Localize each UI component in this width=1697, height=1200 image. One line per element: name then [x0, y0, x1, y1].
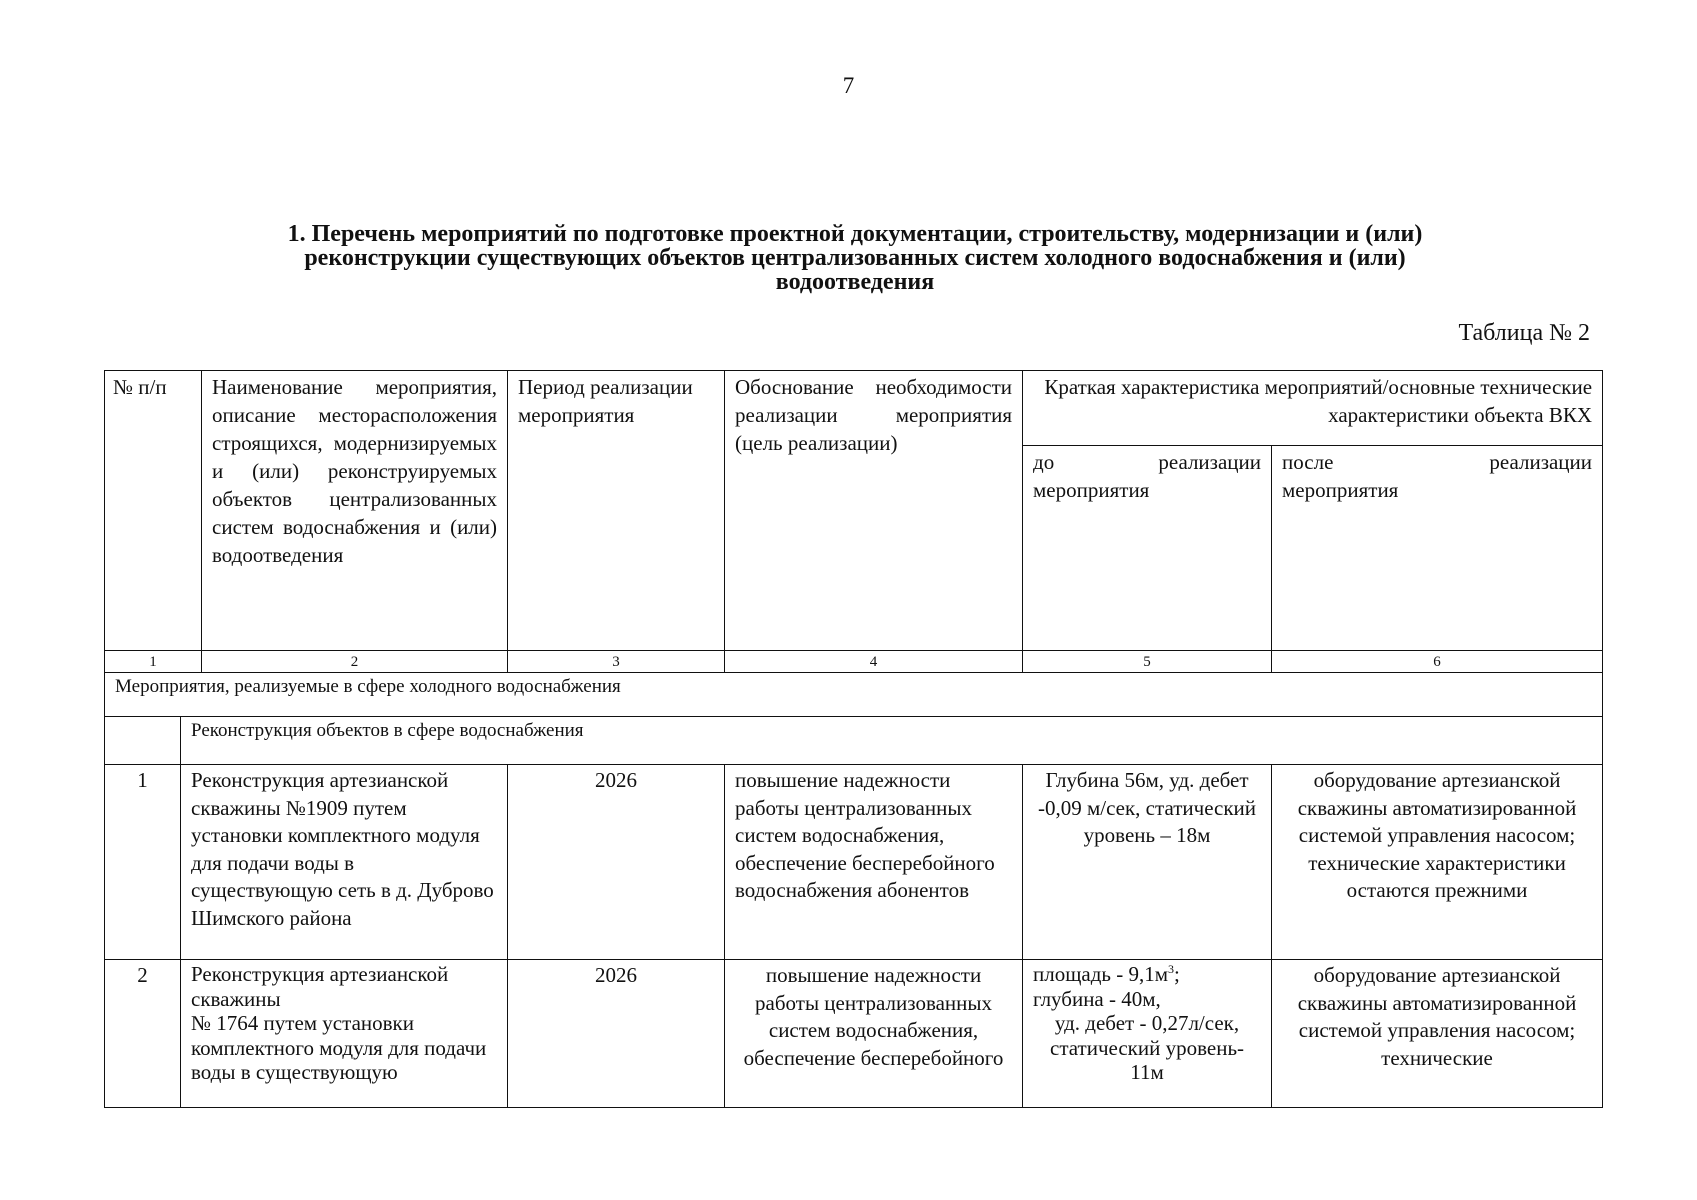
header-word: до	[1033, 450, 1055, 474]
row-name-line: № 1764 путем установки комплектного модуля для подачи воды в существующую	[191, 1011, 487, 1084]
subsection-row	[105, 717, 1603, 765]
header-cell-before	[1023, 446, 1272, 651]
header-cell-characteristics: Краткая характеристика мероприятий/основные технические характеристики объекта ВКХ	[1023, 371, 1603, 446]
header-row	[105, 371, 1603, 446]
header-cell-justification: Обоснование необходимости реализации мероприятия (цель реализации)	[725, 371, 1023, 651]
header-word: реализации	[1158, 450, 1262, 474]
document-title-line: реконструкции существующих объектов централизованных систем холодного водоснабжения и (или)	[304, 245, 1406, 271]
row-name-line: Реконструкция артезианской скважины	[191, 962, 449, 1011]
column-number-cell: 2	[202, 651, 508, 673]
column-number-cell: 4	[725, 651, 1023, 673]
row-before-text: площадь - 9,1м	[1033, 962, 1169, 986]
row-name: Реконструкция артезианской скважины №1909 путем установки комплектного модуля для подачи воды в существующую сеть в д. Дуброво Шимского района	[181, 765, 508, 960]
subsection-empty-cell	[105, 717, 181, 765]
row-before	[1023, 960, 1272, 1108]
column-number-row	[105, 651, 1603, 673]
row-before-line	[1033, 962, 1261, 987]
table-caption: Таблица № 2	[1458, 320, 1590, 346]
table-row	[105, 765, 1603, 960]
header-cell-after	[1272, 446, 1603, 651]
document-title-line: водоотведения	[775, 269, 935, 295]
document-title	[150, 222, 1560, 294]
column-number-cell: 3	[508, 651, 725, 673]
row-period: 2026	[508, 765, 725, 960]
activities-table	[104, 370, 1603, 1108]
row-number: 1	[105, 765, 181, 960]
header-cell-before-line	[1033, 448, 1261, 476]
header-cell-after-line	[1282, 448, 1592, 476]
row-before-text: ;	[1174, 962, 1180, 986]
column-number-cell: 1	[105, 651, 202, 673]
superscript: 3	[1168, 962, 1175, 976]
row-number: 2	[105, 960, 181, 1108]
row-period: 2026	[508, 960, 725, 1108]
subsection-title: Реконструкция объектов в сфере водоснабжения	[181, 717, 1603, 765]
header-cell-name: Наименование мероприятия, описание месторасположения строящихся, модернизируемых и (или) реконструируемых объектов централизованных систем водоснабжения и (или) водоотведения	[202, 371, 508, 651]
row-justification: повышение надежности работы централизованных систем водоснабжения, обеспечение бесперебойного водоснабжения абонентов	[725, 765, 1023, 960]
header-word: реализации	[1489, 450, 1593, 474]
header-word: после	[1282, 450, 1334, 474]
table-row	[105, 960, 1603, 1108]
header-word: мероприятия	[1033, 478, 1150, 502]
row-before-line: уд. дебет - 0,27л/сек, статический уровень- 11м	[1050, 1011, 1245, 1084]
document-title-line: 1. Перечень мероприятий по подготовке проектной документации, строительству, модернизации и (или)	[287, 221, 1423, 247]
row-before: Глубина 56м, уд. дебет -0,09 м/сек, статический уровень – 18м	[1023, 765, 1272, 960]
row-before-line: глубина - 40м,	[1033, 986, 1161, 1011]
header-cell-number: № п/п	[105, 371, 202, 651]
page-number: 7	[842, 73, 855, 98]
section-row	[105, 673, 1603, 717]
column-number-cell: 6	[1272, 651, 1603, 673]
column-number-cell: 5	[1023, 651, 1272, 673]
row-justification: повышение надежности работы централизованных систем водоснабжения, обеспечение бесперебойного	[725, 960, 1023, 1108]
row-after: оборудование артезианской скважины автоматизированной системой управления насосом; технические	[1272, 960, 1603, 1108]
row-after: оборудование артезианской скважины автоматизированной системой управления насосом; технические характеристики остаются прежними	[1272, 765, 1603, 960]
header-cell-period: Период реализации мероприятия	[508, 371, 725, 651]
section-title: Мероприятия, реализуемые в сфере холодного водоснабжения	[105, 673, 1603, 717]
header-word: мероприятия	[1282, 478, 1399, 502]
row-name	[181, 960, 508, 1108]
